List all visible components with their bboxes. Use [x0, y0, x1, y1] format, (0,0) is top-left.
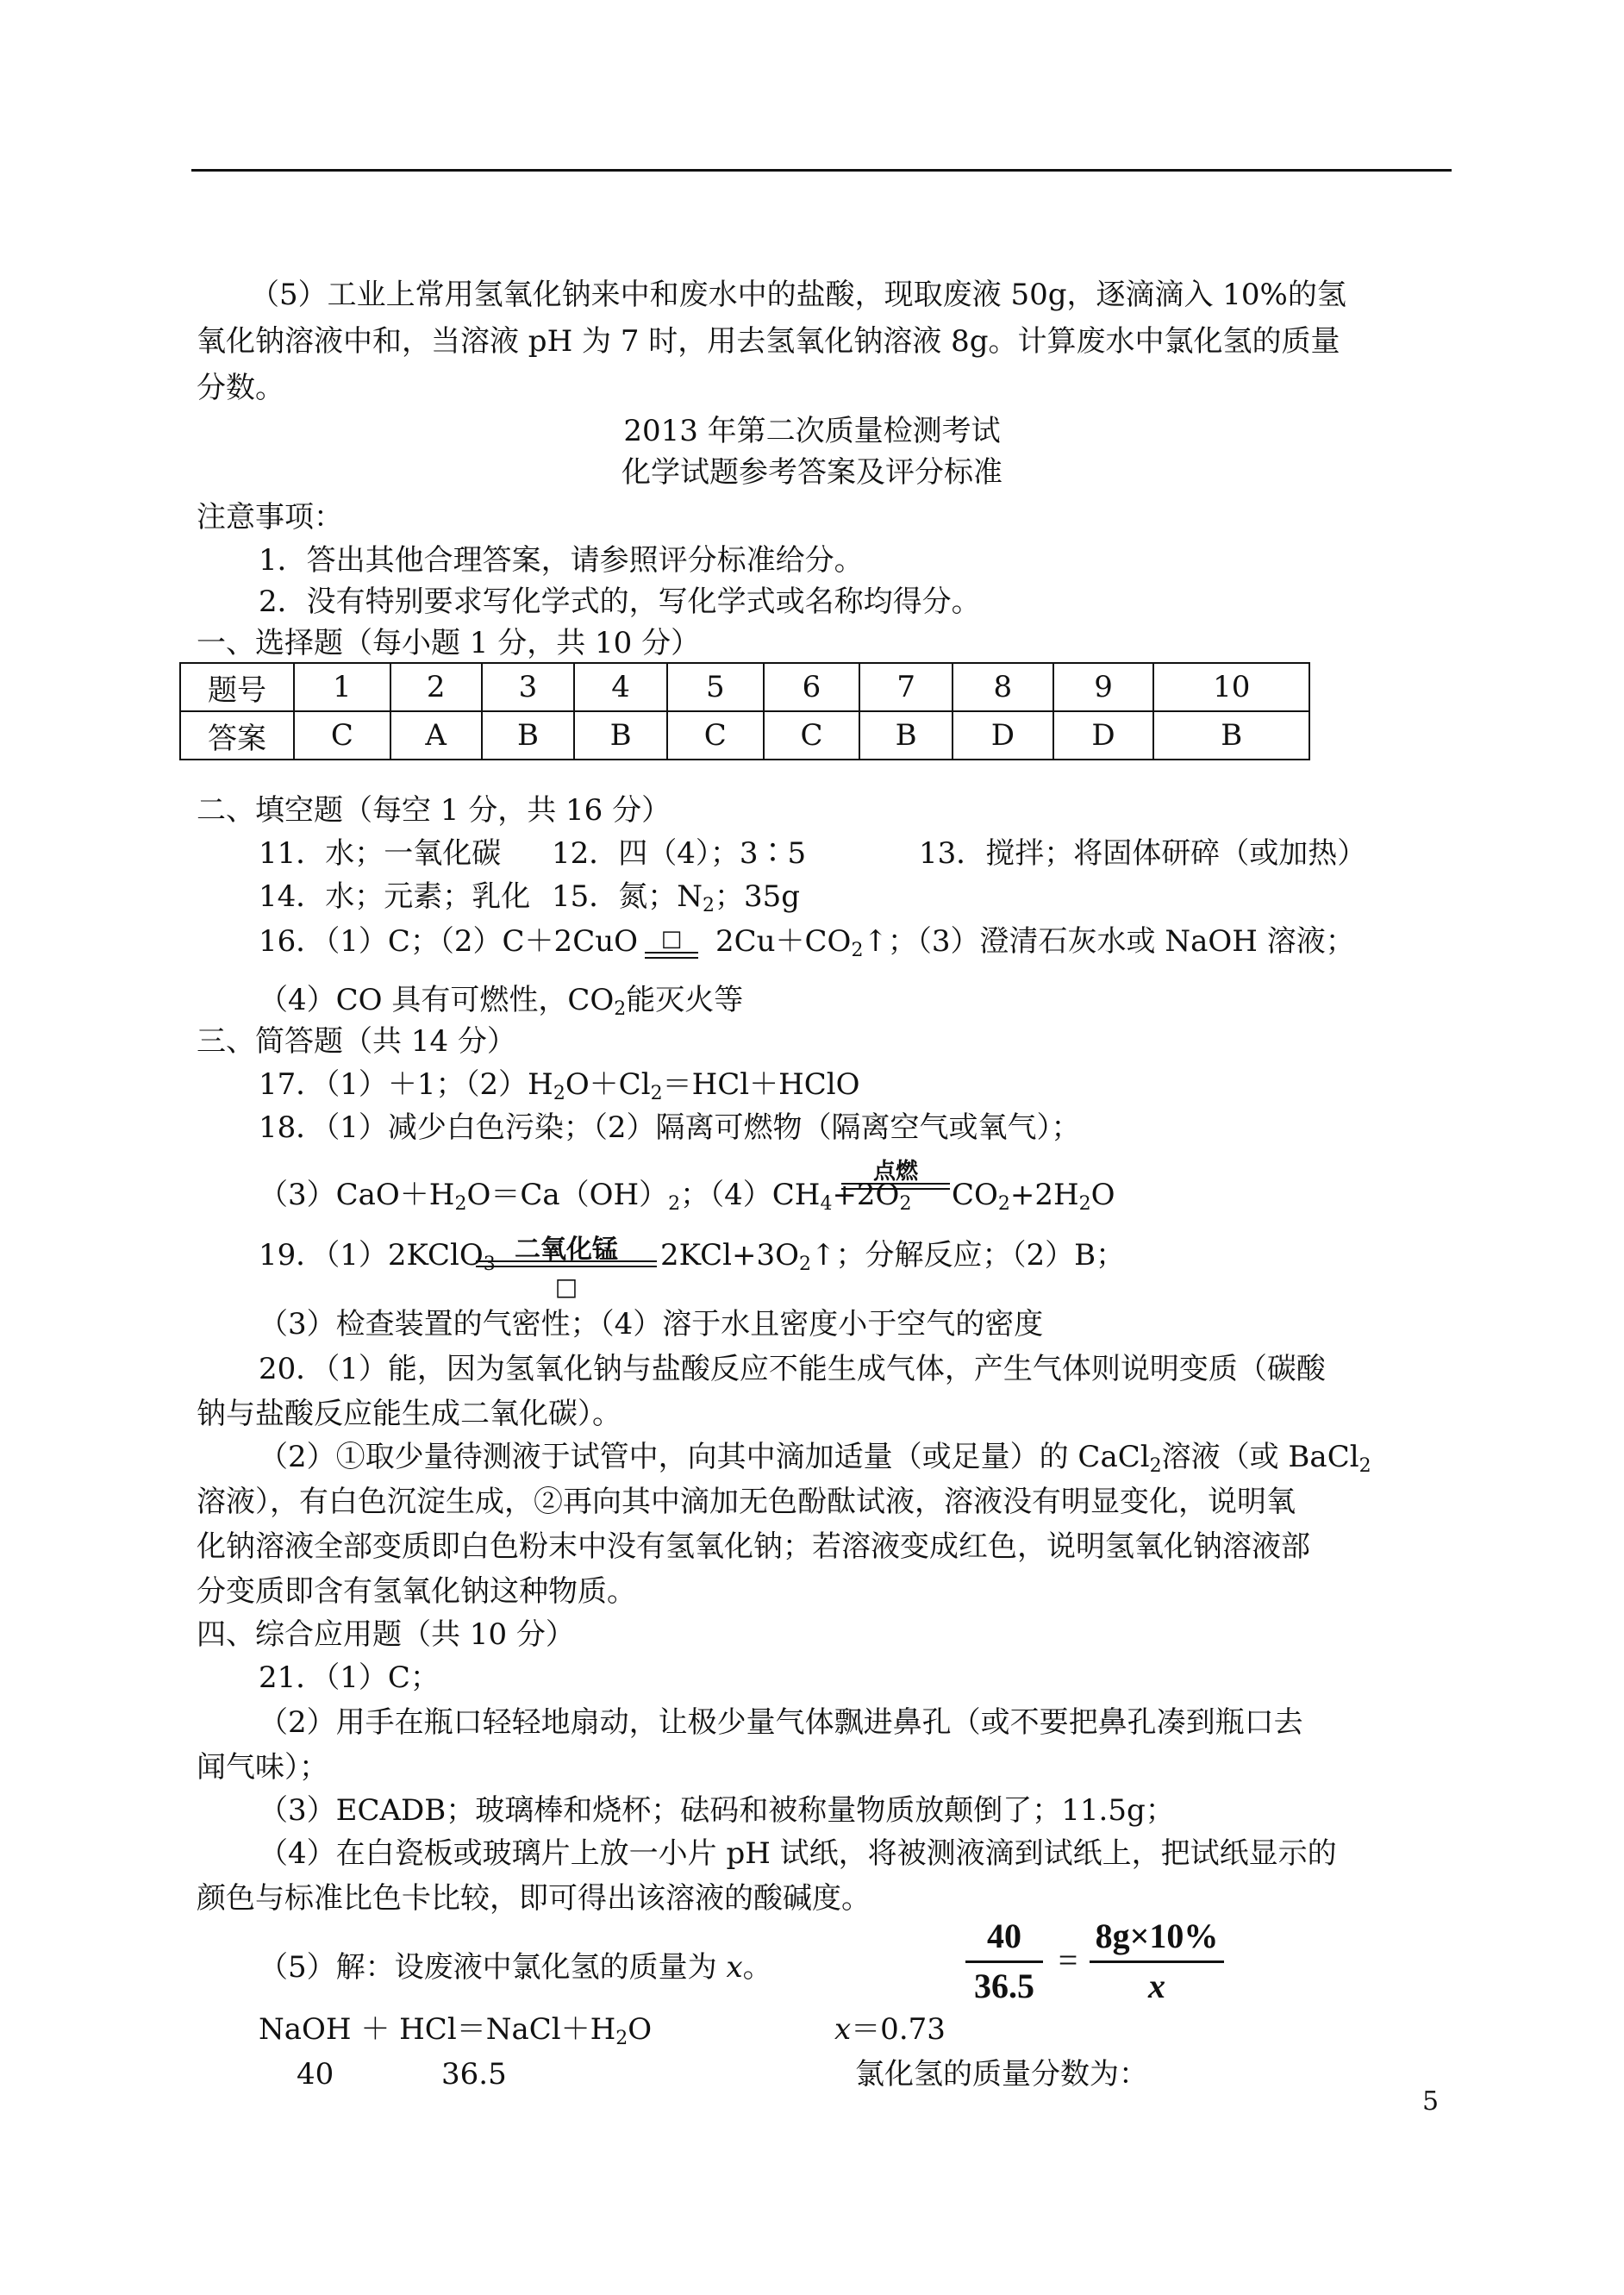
answer-21-4b: 颜色与标准比色卡比较，即可得出该溶液的酸碱度。	[197, 1881, 871, 1916]
x-result: x＝0.73	[834, 2012, 946, 2047]
answer-20-1b: 钠与盐酸反应能生成二氧化碳）。	[197, 1397, 621, 1431]
answer-21-4a: （4）在白瓷板或玻璃片上放一小片 pH 试纸，将被测液滴到试纸上，把试纸显示的	[259, 1836, 1337, 1871]
q5-line-1: （5）工业上常用氢氧化钠来中和废水中的盐酸，现取废液 50g，逐滴滴入 10%的氢	[250, 278, 1346, 312]
answer-16-a: 16．（1）C；（2）C＋2CuO	[259, 924, 638, 959]
table-cell-answer: B	[1153, 711, 1309, 760]
answer-16-b: $2Cu+CO_2↑$；（3）澄清石灰水或 NaOH 溶液；	[715, 924, 1355, 961]
molar-mass-hcl: 36.5	[441, 2057, 507, 2092]
table-cell-answer: C	[764, 711, 860, 760]
answer-12: 12．四（4）；3∶5	[552, 836, 807, 871]
answer-20-2c: 化钠溶液全部变质即白色粉末中没有氢氧化钠；若溶液变成红色，说明氢氧化钠溶液部	[197, 1529, 1310, 1564]
answer-20-2d: 分变质即含有氢氧化钠这种物质。	[197, 1574, 636, 1609]
molar-mass-naoh: 40	[297, 2057, 334, 2092]
answer-18-b: $(3)CaO+H_2O=Ca(OH)_2$；$(4)CH_4+2O_2$	[259, 1178, 912, 1215]
answer-16-c: （4）CO 具有可燃性，$CO_2$能灭火等	[259, 983, 744, 1020]
table-cell-answer: C	[667, 711, 764, 760]
table-cell-answer: B	[574, 711, 667, 760]
table-cell-answer: D	[953, 711, 1053, 760]
table-row-answers	[180, 711, 1309, 760]
answer-key-title: 化学试题参考答案及评分标准	[621, 455, 1003, 490]
table-cell-number: 10	[1153, 663, 1309, 711]
answer-19-a: 19．（1）2KClO$_3$	[259, 1238, 496, 1275]
notes-heading: 注意事项：	[197, 500, 343, 535]
header-rule	[191, 169, 1452, 172]
note-2: 2．没有特别要求写化学式的，写化学式或名称均得分。	[259, 585, 981, 619]
page-number: 5	[1422, 2086, 1440, 2117]
answer-18-a: 18．（1）减少白色污染；（2）隔离可燃物（隔离空气或氧气）；	[259, 1110, 1081, 1145]
condition-catalyst: 二氧化锰	[515, 1235, 618, 1265]
table-cell-number: 5	[667, 663, 764, 711]
fraction-denominator-1: 36.5	[974, 1967, 1034, 2005]
section-2-heading: 二、填空题（每空 1 分，共 16 分）	[197, 793, 671, 828]
answer-20-2a: （2）①取少量待测液于试管中，向其中滴加适量（或足量）的 CaCl$_2$溶液（或 BaCl$_2$	[259, 1440, 1371, 1477]
table-cell-answer: A	[390, 711, 482, 760]
fraction-numerator-2: 8g×10%	[1095, 1917, 1219, 1955]
mass-fraction-label: 氯化氢的质量分数为：	[855, 2057, 1148, 2092]
answer-21-1: 21．（1）C；	[259, 1660, 440, 1695]
fraction-numerator-1: 40	[987, 1917, 1021, 1955]
q5-line-3: 分数。	[197, 371, 284, 405]
table-cell-number: 9	[1053, 663, 1154, 711]
reaction-condition-18	[841, 1154, 950, 1197]
table-header-label: 题号	[180, 663, 294, 711]
answer-19-c: （3）检查装置的气密性；（4）溶于水且密度小于空气的密度	[259, 1307, 1044, 1341]
condition-heat: □	[554, 1273, 578, 1301]
section-1-heading: 一、选择题（每小题 1 分，共 10 分）	[197, 626, 701, 660]
ratio-equation	[965, 1916, 1224, 2010]
reaction-condition-16	[645, 926, 698, 960]
equation-line: NaOH ＋ $HCl=NaCl+H_2O$	[259, 2012, 653, 2049]
answer-table	[179, 662, 1310, 760]
table-row-numbers	[180, 663, 1309, 711]
table-cell-number: 8	[953, 663, 1053, 711]
equals-sign: =	[1058, 1941, 1078, 1979]
section-3-heading: 三、简答题（共 14 分）	[197, 1024, 516, 1059]
answer-20-1a: 20．（1）能，因为氢氧化钠与盐酸反应不能生成气体，产生气体则说明变质（碳酸	[259, 1352, 1326, 1386]
table-cell-number: 2	[390, 663, 482, 711]
answer-21-2a: （2）用手在瓶口轻轻地扇动，让极少量气体飘进鼻孔（或不要把鼻孔凑到瓶口去	[259, 1705, 1303, 1740]
condition-ignite: 点燃	[872, 1159, 918, 1185]
answer-15: 15．氮；$N_2$；35g	[552, 879, 801, 916]
answer-13: 13．搅拌；将固体研碎（或加热）	[919, 836, 1367, 871]
table-cell-number: 6	[764, 663, 860, 711]
table-cell-answer: B	[482, 711, 575, 760]
note-1: 1．答出其他合理答案，请参照评分标准给分。	[259, 543, 864, 578]
table-cell-number: 7	[859, 663, 953, 711]
reaction-condition-19	[476, 1228, 657, 1300]
answer-17: 17．（1）＋1；$(2)H_2O+Cl_2=HCl+HClO$	[259, 1067, 860, 1104]
answer-20-2b: 溶液），有白色沉淀生成，②再向其中滴加无色酚酞试液，溶液没有明显变化，说明氧	[197, 1485, 1296, 1519]
table-cell-number: 3	[482, 663, 575, 711]
condition-symbol: □	[660, 926, 683, 952]
answer-21-2b: 闻气味）；	[197, 1750, 328, 1785]
exam-title: 2013 年第二次质量检测考试	[623, 414, 1001, 448]
fraction-denominator-2: x	[1148, 1967, 1165, 2005]
table-cell-answer: C	[294, 711, 390, 760]
answer-19-b: $2KCl+3O_2↑$；分解反应；（2）B；	[660, 1238, 1126, 1275]
table-cell-number: 4	[574, 663, 667, 711]
table-cell-answer: D	[1053, 711, 1154, 760]
table-answer-label: 答案	[180, 711, 294, 760]
section-4-heading: 四、综合应用题（共 10 分）	[197, 1617, 575, 1652]
table-cell-answer: B	[859, 711, 953, 760]
answer-14: 14．水；元素；乳化	[259, 879, 531, 914]
table-cell-number: 1	[294, 663, 390, 711]
answer-21-5: （5）解：设废液中氯化氢的质量为 x。	[259, 1950, 772, 1985]
q5-line-2: 氧化钠溶液中和，当溶液 pH 为 7 时，用去氢氧化钠溶液 8g。计算废水中氯化氢的质量	[197, 324, 1340, 359]
answer-11: 11．水；一氧化碳	[259, 836, 502, 871]
answer-18-c: $CO_2+2H_2O$	[952, 1178, 1115, 1215]
answer-21-3: （3）ECADB；玻璃棒和烧杯；砝码和被称量物质放颠倒了；11.5g；	[259, 1793, 1175, 1828]
